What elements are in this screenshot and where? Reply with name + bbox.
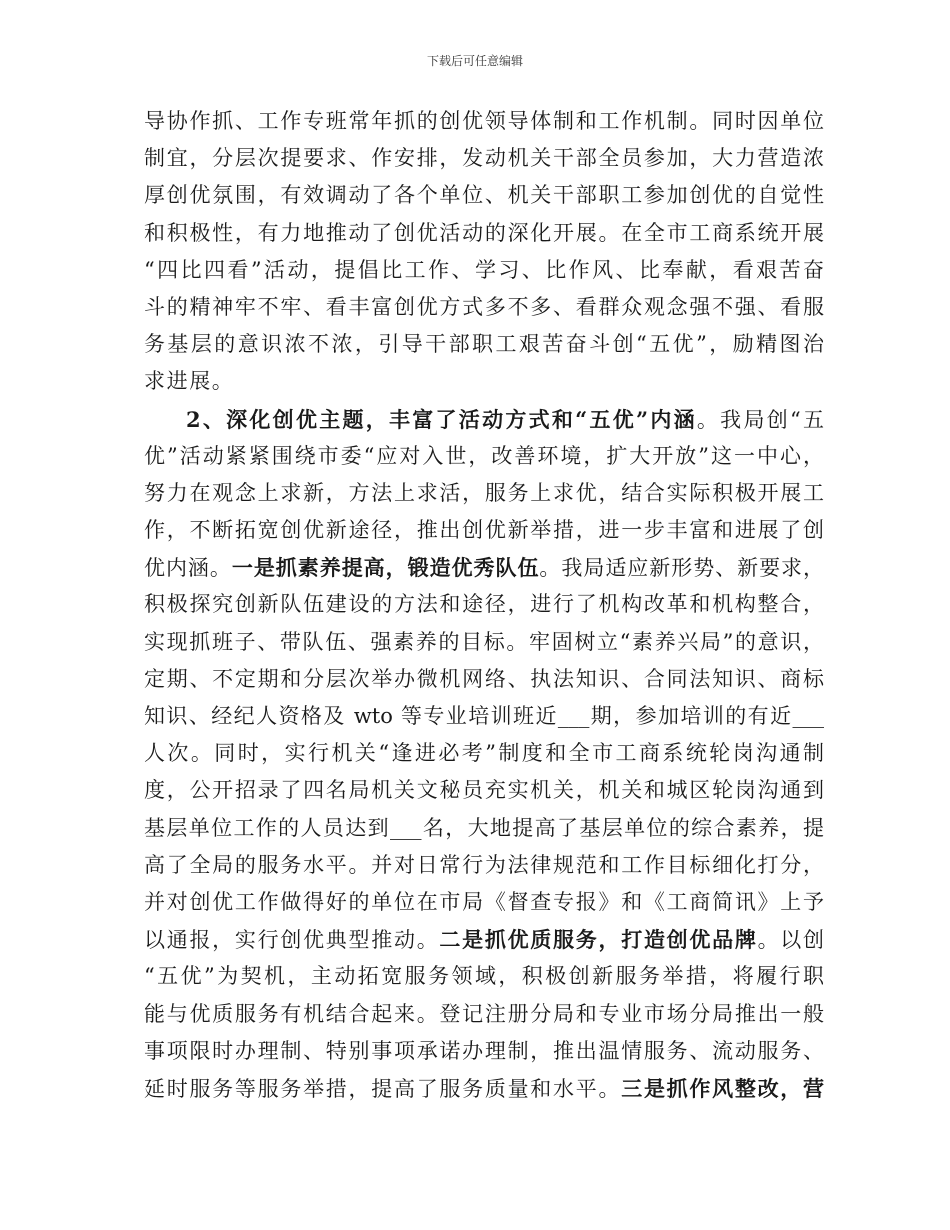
text-line (144, 140, 824, 177)
text-line (144, 772, 824, 809)
body-text-segment: 优内涵。 (144, 556, 232, 581)
bold-heading-text: 2、深化创优主题，丰富了活动方式和“五优”内涵 (186, 406, 697, 432)
text-line (144, 438, 824, 475)
body-text-segment: 努力在观念上求新，方法上求活，服务上求优，结合实际积极开展工 (144, 480, 824, 505)
body-text-segment: 高了全局的服务水平。并对日常行为法律规范和工作目标细化打分， (144, 852, 824, 877)
text-line (144, 326, 824, 363)
body-text-segment: “四比四看”活动，提倡比工作、学习、比作风、比奉献，看艰苦奋 (144, 257, 824, 282)
document-body (144, 103, 824, 1107)
text-line (144, 921, 824, 958)
body-text-segment: 。我局适应新形势、新要求， (539, 556, 825, 581)
body-text-segment: 度，公开招录了四名局机关文秘员充实机关，机关和城区轮岗沟通到 (144, 778, 824, 803)
body-text-segment: 实现抓班子、带队伍、强素养的目标。牢固树立“素养兴局”的意识， (144, 629, 824, 654)
text-line (144, 1070, 824, 1107)
body-text-segment: 以通报，实行创优典型推动。 (144, 928, 440, 953)
text-line (144, 958, 824, 995)
page-header: 下载后可任意编辑 (426, 54, 523, 68)
body-text-segment: 优”活动紧紧围绕市委“应对入世，改善环境，扩大开放”这一中心， (144, 443, 824, 468)
text-line (144, 661, 824, 698)
bold-heading-text: 二是抓优质服务，打造创优品牌 (439, 927, 758, 953)
body-text-segment: 能与优质服务有机结合起来。登记注册分局和专业市场分局推出一般 (144, 1001, 824, 1026)
body-text-segment: 。以创 (757, 928, 825, 953)
body-text-segment: 制宜，分层次提要求、作安排，发动机关干部全员参加，大力营造浓 (144, 146, 824, 171)
text-line (144, 996, 824, 1033)
text-line (144, 884, 824, 921)
text-line (144, 215, 824, 252)
text-line (144, 624, 824, 661)
body-text-segment: 导协作抓、工作专班常年抓的创优领导体制和工作机制。同时因单位 (144, 109, 824, 133)
text-line (144, 698, 824, 735)
text-line (144, 289, 824, 326)
body-text-segment: 基层单位工作的人员达到___名，大地提高了基层单位的综合素养，提 (144, 815, 824, 840)
text-line (144, 549, 824, 586)
text-line (144, 252, 824, 289)
body-text-segment: “五优”为契机，主动拓宽服务领域，积极创新服务举措，将履行职 (144, 964, 824, 989)
text-line (144, 586, 824, 623)
text-line (144, 475, 824, 512)
text-line (144, 1033, 824, 1070)
body-text-segment: 作，不断拓宽创优新途径，推出创优新举措，进一步丰富和进展了创 (144, 518, 824, 543)
body-text-segment: 定期、不定期和分层次举办微机网络、执法知识、合同法知识、商标 (144, 666, 824, 691)
body-text-segment: 务基层的意识浓不浓，引导干部职工艰苦奋斗创“五优”，励精图治 (144, 332, 824, 357)
body-text-segment: 和积极性，有力地推动了创优活动的深化开展。在全市工商系统开展 (144, 220, 824, 245)
body-text-segment: 人次。同时，实行机关“逢进必考”制度和全市工商系统轮岗沟通制 (144, 741, 824, 766)
text-line (144, 401, 824, 438)
body-text-segment: 事项限时办理制、特别事项承诺办理制，推出温情服务、流动服务、 (144, 1038, 824, 1063)
body-text-segment: 求进展。 (144, 369, 235, 394)
body-text-segment: 。我局创“五 (696, 407, 824, 432)
bold-heading-text: 一是抓素养提高，锻造优秀队伍 (231, 555, 540, 581)
body-text-segment: 斗的精神牢不牢、看丰富创优方式多不多、看群众观念强不强、看服 (144, 294, 824, 319)
text-line (144, 810, 824, 847)
text-line (144, 847, 824, 884)
text-line (144, 512, 824, 549)
body-text-segment: 延时服务等服务举措，提高了服务质量和水平。 (144, 1076, 622, 1101)
text-line (144, 735, 824, 772)
bold-heading-text: 三是抓作风整改，营 (621, 1075, 825, 1101)
text-line (144, 177, 824, 214)
body-text-segment: 积极探究创新队伍建设的方法和途径，进行了机构改革和机构整合， (144, 592, 824, 617)
body-text-segment: 厚创优氛围，有效调动了各个单位、机关干部职工参加创优的自觉性 (144, 183, 824, 208)
body-text-segment: 并对创优工作做得好的单位在市局《督查专报》和《工商简讯》上予 (144, 889, 824, 914)
body-text-segment: 知识、经纪人资格及 wto 等专业培训班近___期，参加培训的有近___ (144, 704, 824, 728)
text-line (144, 363, 824, 400)
text-line (144, 103, 824, 140)
